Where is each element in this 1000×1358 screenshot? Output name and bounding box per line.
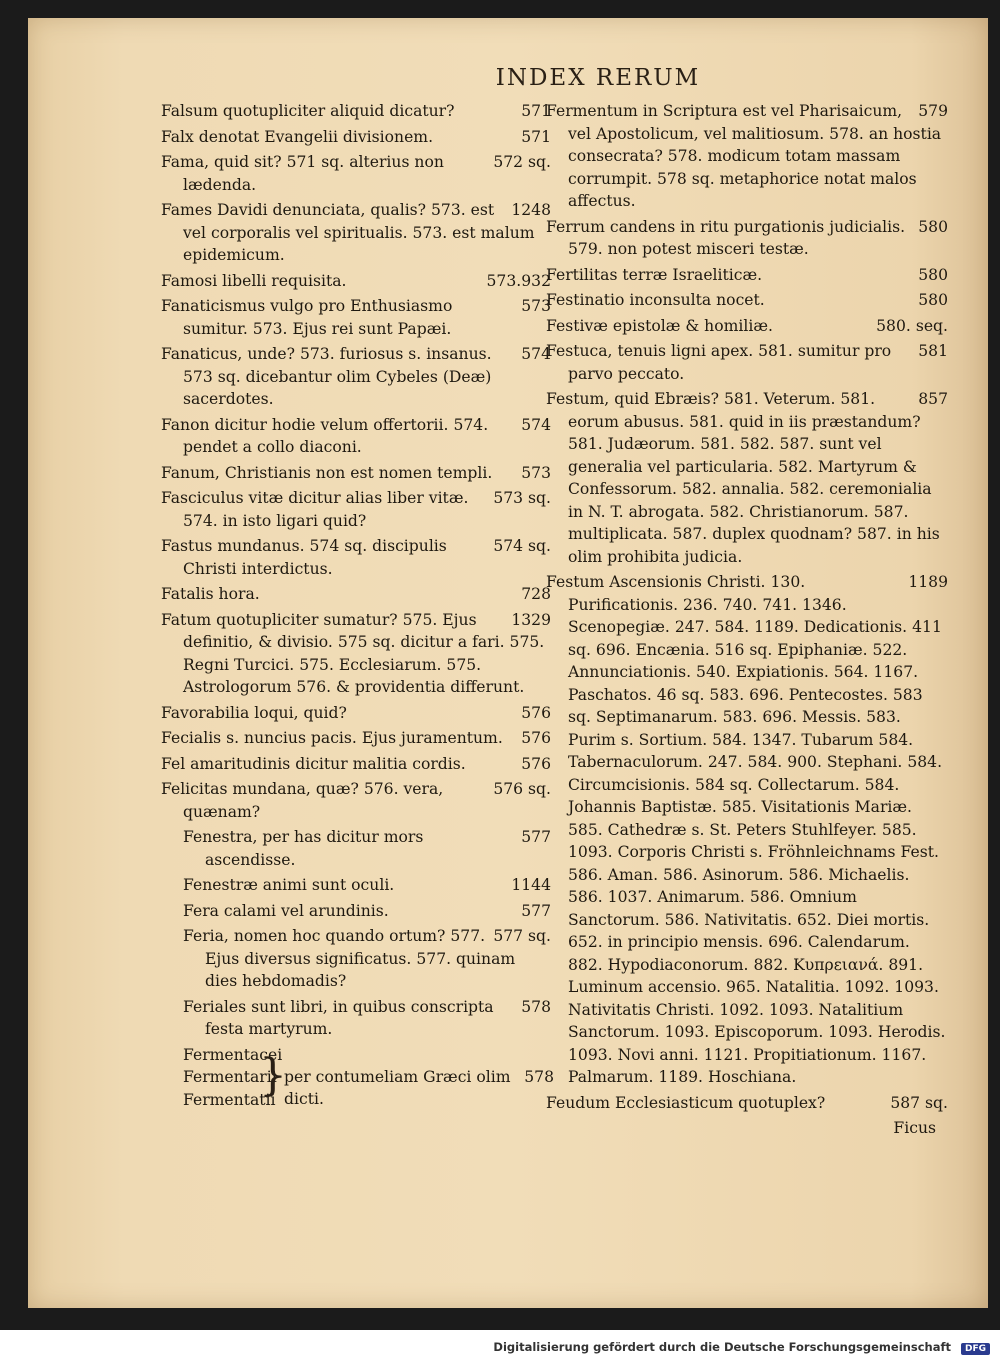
index-entry xyxy=(546,340,948,385)
entry-page-ref: 857 xyxy=(918,390,948,408)
entry-text: Fastus mundanus. 574 sq. discipulis Christi interdictus. xyxy=(161,537,447,578)
entry-page-ref: 728 xyxy=(521,585,551,603)
entry-text: Fecialis s. nuncius pacis. Ejus juramentum. xyxy=(161,729,503,747)
entry-page-ref: 577 sq. xyxy=(493,927,551,945)
index-entry xyxy=(161,414,551,459)
index-entry xyxy=(546,289,948,312)
entry-text: Festum Ascensionis Christi. 130. Purificationis. 236. 740. 741. 1346. Scenopegiæ. 247. 584. 1189. Dedicationis. 411 sq. 696. Encænia. 516 sq. Epiphaniæ. 522. Annunciationis. 540. Expiationis. 564. 1167. Paschatos. 46 sq. 583. 696. Pentecostes. 583 sq. Septimanarum. 583. 696. Messis. 583. Purim s. Sortium. 584. 1347. Tubarum 584. Tabernaculorum. 247. 584. 900. Stephani. 584. Circumcisionis. 584 sq. Collectarum. 584. Johannis Baptistæ. 585. Visitationis Mariæ. 585. Cathedræ s. St. Peters Stuhlfeyer. 585. 1093. Corporis Christi s. Fröhnleichnams Fest. 586. Aman. 586. Asinorum. 586. Michaelis. 586. 1037. Animarum. 586. Omnium Sanctorum. 586. Nativitatis. 652. Diei mortis. 652. in principio mensis. 696. Calendarum. 882. Hypodiaconorum. 882. Κυπρειανά. 891. Luminum accensio. 965. Natalitia. 1092. 1093. Nativitatis Christi. 1092. 1093. Natalitium Sanctorum. 1093. Episcoporum. 1093. Herodis. 1093. Novi anni. 1121. Propitiationum. 1167. Palmarum. 1189. Hoschiana. xyxy=(546,573,946,1086)
entry-text: Falsum quotupliciter aliquid dicatur? xyxy=(161,102,455,120)
entry-page-ref: 578 xyxy=(524,1067,554,1086)
entry-page-ref: 1329 xyxy=(511,610,551,629)
index-entry xyxy=(161,727,551,750)
entry-text: Fatalis hora. xyxy=(161,585,260,603)
index-entry xyxy=(546,264,948,287)
index-entry xyxy=(161,609,551,699)
index-entry xyxy=(161,100,551,123)
entry-page-ref: 573 xyxy=(521,297,551,315)
entry-text: Festum, quid Ebræis? 581. Veterum. 581. eorum abusus. 581. quid in iis præstandum? 581. Judæorum. 581. 582. 587. sunt vel generalia vel particularia. 582. Martyrum & Confessorum. 582. annalia. 582. ceremonialia in N. T. abrogata. 582. Christianorum. 587. multiplicata. 587. duplex quodnam? 587. in his olim prohibita judicia. xyxy=(546,390,940,566)
entry-text: Feria, nomen hoc quando ortum? 577. Ejus diversus significatus. 577. quinam dies hebdomadis? xyxy=(183,927,516,990)
entry-page-ref: 576 xyxy=(521,754,551,773)
entry-text: Fenestra, per has dicitur mors ascendisse. xyxy=(183,828,424,869)
entry-page-ref: 576 sq. xyxy=(493,780,551,798)
brace-mark: } xyxy=(259,1049,287,1101)
entry-page-ref: 578 xyxy=(521,997,551,1016)
catchword: Ficus xyxy=(893,1119,936,1137)
entry-page-ref: 1189 xyxy=(908,573,948,591)
entry-text: Fera calami vel arundinis. xyxy=(183,901,389,920)
entry-text: Festuca, tenuis ligni apex. 581. sumitur pro parvo peccato. xyxy=(546,342,892,383)
group-description-text: per contumeliam Græci olim dicti. xyxy=(284,1067,511,1108)
entry-page-ref: 574 xyxy=(521,345,551,363)
entry-text: Fanum, Christianis non est nomen templi. xyxy=(161,463,493,482)
entry-text: Fanaticus, unde? 573. furiosus s. insanus. 573 sq. dicebantur olim Cybeles (Deæ) sacerdotes. xyxy=(161,345,492,408)
footer-text: Digitalisierung gefördert durch die Deutsche Forschungsgemeinschaft xyxy=(493,1340,951,1354)
entry-page-ref: 574 sq. xyxy=(493,537,551,555)
entry-text: Festivæ epistolæ & homiliæ. xyxy=(546,316,773,335)
index-entry xyxy=(161,487,551,532)
entry-text: Fatum quotupliciter sumatur? 575. Ejus definitio, & divisio. 575 sq. dicitur a fari. 575. Regni Turcici. 575. Ecclesiarum. 575. Astrologorum 576. & providentia differunt. xyxy=(161,610,545,696)
entry-page-ref: 577 xyxy=(521,901,551,920)
entry-text: Fenestræ animi sunt oculi. xyxy=(183,876,395,894)
entry-page-ref: 573 sq. xyxy=(493,489,551,507)
index-entry xyxy=(161,826,551,871)
entry-text: Falx denotat Evangelii divisionem. xyxy=(161,127,434,146)
index-entry xyxy=(161,874,551,897)
index-entry xyxy=(161,900,551,923)
entry-page-ref: 577 xyxy=(521,828,551,846)
right-column xyxy=(546,100,948,1140)
entry-page-ref: 580. seq. xyxy=(876,316,948,335)
index-entry xyxy=(161,295,551,340)
index-entry xyxy=(161,343,551,411)
index-entry xyxy=(161,996,551,1041)
entry-page-ref: 587 sq. xyxy=(890,1093,948,1112)
index-entry xyxy=(161,778,551,823)
entry-text: Fames Davidi denunciata, qualis? 573. est vel corporalis vel spiritualis. 573. est malum epidemicum. xyxy=(161,201,535,264)
entry-text: Fama, quid sit? 571 sq. alterius non lædenda. xyxy=(161,153,444,194)
page-header: INDEX RERUM xyxy=(495,65,701,91)
group-term: Fermentacei xyxy=(183,1045,283,1064)
entry-page-ref: 580 xyxy=(918,265,948,284)
entry-text: Ferrum candens in ritu purgationis judicialis. 579. non potest misceri testæ. xyxy=(546,217,906,258)
entry-page-ref: 576 xyxy=(521,729,551,747)
index-entry xyxy=(161,753,551,776)
index-entry xyxy=(161,583,551,606)
index-entry xyxy=(546,216,948,261)
index-entry xyxy=(546,315,948,338)
entry-page-ref: 581 xyxy=(918,342,948,360)
entry-page-ref: 574 xyxy=(521,415,551,434)
entry-text: Feriales sunt libri, in quibus conscripta festa martyrum. xyxy=(183,997,494,1038)
entry-text: Favorabilia loqui, quid? xyxy=(161,703,347,722)
entry-text: Fermentum in Scriptura est vel Pharisaicum, vel Apostolicum, vel malitiosum. 578. an hostia consecrata? 578. modicum totam massam corrumpit. 578 sq. metaphorice notat malos affectus. xyxy=(546,102,942,210)
entry-text: Fasciculus vitæ dicitur alias liber vitæ. 574. in isto ligari quid? xyxy=(161,489,469,530)
entry-page-ref: 1248 xyxy=(511,201,551,219)
entry-text: Fertilitas terræ Israeliticæ. xyxy=(546,265,763,284)
entry-text: Feudum Ecclesiasticum quotuplex? xyxy=(546,1093,826,1112)
index-entry xyxy=(161,270,551,293)
dfg-logo: DFG xyxy=(961,1343,990,1355)
group-term: Fermentatii xyxy=(183,1090,276,1109)
index-entry xyxy=(546,1092,948,1115)
entry-page-ref: 580 xyxy=(918,217,948,236)
index-entry xyxy=(161,535,551,580)
entry-page-ref: 573.932 xyxy=(486,271,551,290)
entry-text: Felicitas mundana, quæ? 576. vera, quænam? xyxy=(161,780,444,821)
index-entry xyxy=(161,126,551,149)
index-entry xyxy=(546,100,948,213)
funding-footer xyxy=(0,1340,990,1355)
entry-text: Fanaticismus vulgo pro Enthusiasmo sumitur. 573. Ejus rei sunt Papæi. xyxy=(161,297,453,338)
index-entry xyxy=(161,702,551,725)
entry-page-ref: 580 xyxy=(918,291,948,309)
group-description xyxy=(284,1066,554,1111)
left-column xyxy=(161,100,554,1111)
index-entry xyxy=(161,151,551,196)
index-entry xyxy=(161,199,551,267)
entry-page-ref: 573 xyxy=(521,463,551,482)
index-entry xyxy=(161,925,551,993)
index-entry xyxy=(546,388,948,568)
entry-page-ref: 572 sq. xyxy=(493,153,551,171)
index-entry xyxy=(546,571,948,1089)
entry-page-ref: 571 xyxy=(521,127,551,146)
index-entry xyxy=(161,462,551,485)
entry-text: Famosi libelli requisita. xyxy=(161,271,347,290)
entry-text: Festinatio inconsulta nocet. xyxy=(546,291,765,309)
group-term: Fermentarii xyxy=(183,1068,277,1086)
entry-page-ref: 1144 xyxy=(511,876,551,894)
book-page xyxy=(28,18,988,1308)
entry-page-ref: 576 xyxy=(521,703,551,722)
entry-text: Fel amaritudinis dicitur malitia cordis. xyxy=(161,754,466,773)
entry-page-ref: 579 xyxy=(918,102,948,120)
fermentacei-group xyxy=(161,1044,554,1112)
entry-text: Fanon dicitur hodie velum offertorii. 574. pendet a collo diaconi. xyxy=(161,415,489,456)
entry-page-ref: 571 xyxy=(521,102,551,120)
